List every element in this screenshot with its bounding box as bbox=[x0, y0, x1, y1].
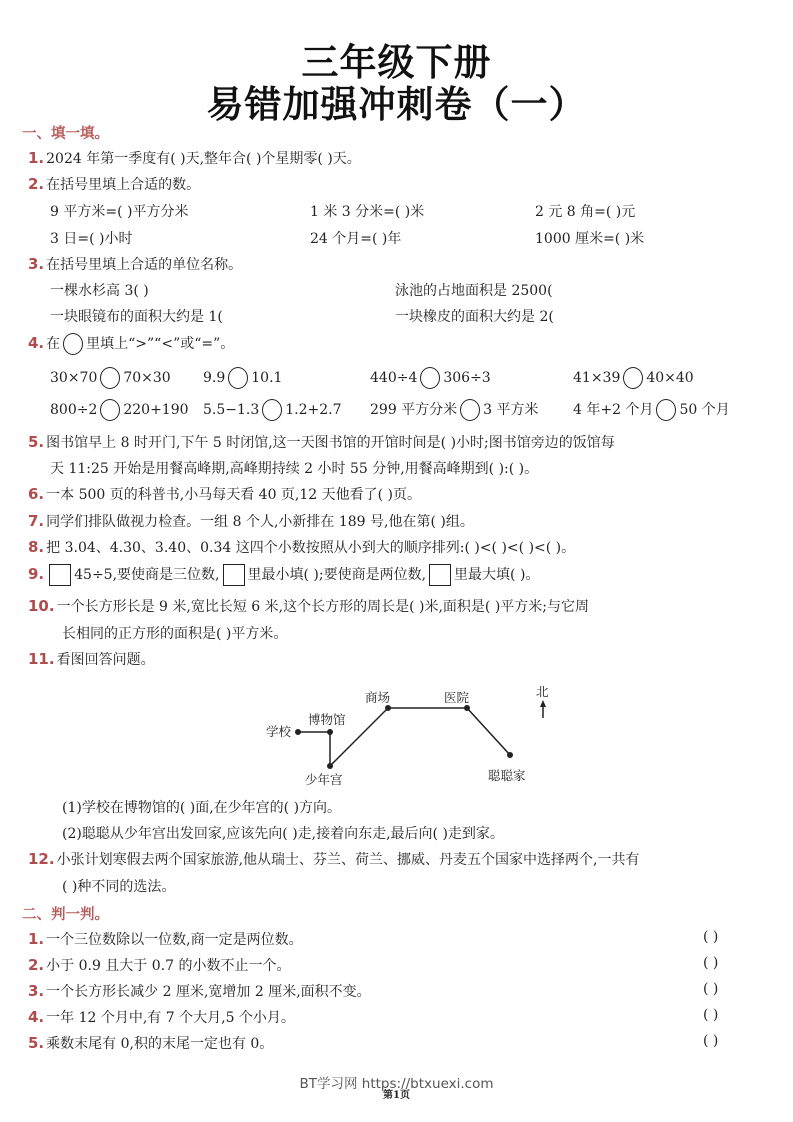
compare-right: 3 平方米 bbox=[483, 402, 539, 418]
answer-blank[interactable]: ( ) bbox=[703, 1033, 719, 1049]
question-2 bbox=[28, 174, 200, 194]
question-11-sub2: (2)聪聪从少年宫出发回家,应该先向( )走,接着向东走,最后向( )走到家。 bbox=[62, 826, 504, 842]
compare-right: 50 个月 bbox=[679, 402, 730, 418]
question-number: 4. bbox=[28, 1008, 45, 1026]
question-text: 45÷5,要使商是三位数, bbox=[74, 567, 220, 583]
question-number: 10. bbox=[28, 597, 55, 615]
question-number: 1. bbox=[28, 930, 45, 948]
compare-item bbox=[50, 399, 189, 421]
q2-item: 3 日=( )小时 bbox=[50, 231, 133, 247]
page-title-line1: 三年级下册 bbox=[301, 41, 492, 84]
section-header-fill: 一、填一填。 bbox=[22, 126, 109, 142]
compare-right: 1.2+2.7 bbox=[285, 402, 342, 418]
compare-item bbox=[370, 399, 539, 421]
question-text: 一年 12 个月中,有 7 个大月,5 个小月。 bbox=[46, 1010, 295, 1026]
q3-item: 一块眼镜布的面积大约是 1( bbox=[50, 309, 223, 325]
judge-item bbox=[28, 929, 303, 949]
compare-item bbox=[573, 367, 694, 389]
answer-blank[interactable]: ( ) bbox=[703, 1007, 719, 1023]
compare-circle[interactable] bbox=[420, 367, 440, 389]
question-4 bbox=[28, 333, 234, 355]
q3-item: 一棵水杉高 3( ) bbox=[50, 283, 149, 299]
question-number: 6. bbox=[28, 485, 45, 503]
compare-left: 41×39 bbox=[573, 370, 621, 386]
compare-item bbox=[370, 367, 491, 389]
compare-right: 10.1 bbox=[251, 370, 283, 386]
question-6 bbox=[28, 484, 421, 504]
compare-circle[interactable] bbox=[100, 367, 120, 389]
compare-left: 5.5−1.3 bbox=[203, 402, 260, 418]
question-11-sub1: (1)学校在博物馆的( )面,在少年宫的( )方向。 bbox=[62, 800, 342, 816]
question-8 bbox=[28, 537, 575, 557]
question-number: 9. bbox=[28, 565, 45, 583]
square-blank[interactable] bbox=[429, 564, 451, 586]
question-text: 看图回答问题。 bbox=[56, 652, 155, 668]
question-number: 12. bbox=[28, 850, 55, 868]
compare-item bbox=[203, 367, 282, 389]
question-number: 7. bbox=[28, 512, 45, 530]
question-text: 在括号里填上合适的数。 bbox=[46, 177, 201, 193]
compare-item bbox=[573, 399, 730, 421]
watermark: BT学习网 https://btxuexi.com bbox=[299, 1076, 494, 1092]
route-map-diagram bbox=[240, 680, 590, 790]
compare-left: 9.9 bbox=[203, 370, 226, 386]
compare-right: 220+190 bbox=[123, 402, 189, 418]
question-10 bbox=[28, 596, 589, 616]
compare-circle[interactable] bbox=[623, 367, 643, 389]
judge-item bbox=[28, 955, 290, 975]
question-text: 图书馆早上 8 时开门,下午 5 时闭馆,这一天图书馆的开馆时间是( )小时;图书馆旁边的饭馆每 bbox=[46, 435, 615, 451]
map-label-home: 聪聪家 bbox=[488, 768, 526, 783]
question-10-line2: 长相同的正方形的面积是( )平方米。 bbox=[62, 626, 288, 642]
question-text-before: 在 bbox=[46, 336, 61, 352]
map-label-youth-palace: 少年宫 bbox=[305, 772, 343, 787]
north-arrow-icon bbox=[540, 700, 546, 718]
section-header-judge: 二、判一判。 bbox=[22, 907, 109, 923]
compare-circle[interactable] bbox=[100, 399, 120, 421]
question-text: 小张计划寒假去两个国家旅游,他从瑞士、芬兰、荷兰、挪威、丹麦五个国家中选择两个,一共有 bbox=[56, 852, 640, 868]
question-number: 3. bbox=[28, 255, 45, 273]
question-text: 把 3.04、4.30、3.40、0.34 这四个小数按照从小到大的顺序排列:( )<( )<( )<( )。 bbox=[46, 540, 576, 556]
square-blank[interactable] bbox=[49, 564, 71, 586]
map-label-hospital: 医院 bbox=[444, 690, 470, 705]
compare-left: 30×70 bbox=[50, 370, 98, 386]
question-number: 4. bbox=[28, 334, 45, 352]
compare-left: 440÷4 bbox=[370, 370, 418, 386]
compare-circle[interactable] bbox=[228, 367, 248, 389]
compare-left: 800÷2 bbox=[50, 402, 98, 418]
compare-left: 4 年+2 个月 bbox=[573, 402, 654, 418]
question-text: 小于 0.9 且大于 0.7 的小数不止一个。 bbox=[46, 958, 291, 974]
question-number: 8. bbox=[28, 538, 45, 556]
q2-item: 1 米 3 分米=( )米 bbox=[310, 204, 425, 220]
question-text: 一个长方形长是 9 米,宽比长短 6 米,这个长方形的周长是( )米,面积是( )平方米;与它周 bbox=[56, 599, 590, 615]
question-text: 里最大填( )。 bbox=[454, 567, 540, 583]
question-number: 3. bbox=[28, 982, 45, 1000]
question-5-line2: 天 11:25 开始是用餐高峰期,高峰期持续 2 小时 55 分钟,用餐高峰期到( ):( )。 bbox=[50, 461, 539, 477]
question-text: 同学们排队做视力检查。一组 8 个人,小新排在 189 号,他在第( )组。 bbox=[46, 514, 474, 530]
compare-item bbox=[50, 367, 171, 389]
square-blank[interactable] bbox=[223, 564, 245, 586]
judge-item bbox=[28, 1007, 295, 1027]
question-number: 5. bbox=[28, 1034, 45, 1052]
answer-blank[interactable]: ( ) bbox=[703, 981, 719, 997]
question-1 bbox=[28, 148, 361, 168]
q2-item: 2 元 8 角=( )元 bbox=[535, 204, 636, 220]
question-text: 一本 500 页的科普书,小马每天看 40 页,12 天他看了( )页。 bbox=[46, 487, 422, 503]
page-number: 第1页 bbox=[383, 1090, 410, 1101]
question-5 bbox=[28, 432, 615, 452]
compare-circle[interactable] bbox=[460, 399, 480, 421]
question-12-line2: ( )种不同的选法。 bbox=[62, 879, 176, 895]
compare-item bbox=[203, 399, 342, 421]
compare-right: 306÷3 bbox=[443, 370, 491, 386]
question-number: 2. bbox=[28, 175, 45, 193]
compare-left: 299 平方分米 bbox=[370, 402, 458, 418]
question-text: 一个长方形长减少 2 厘米,宽增加 2 厘米,面积不变。 bbox=[46, 984, 371, 1000]
compare-circle[interactable] bbox=[262, 399, 282, 421]
question-number: 11. bbox=[28, 650, 55, 668]
question-3 bbox=[28, 254, 242, 274]
circle-blank-icon bbox=[63, 333, 83, 355]
question-text-after: 里填上“>”“<”或“=”。 bbox=[86, 336, 235, 352]
q2-item: 24 个月=( )年 bbox=[310, 231, 402, 247]
map-label-mall: 商场 bbox=[365, 690, 391, 705]
answer-blank[interactable]: ( ) bbox=[703, 929, 719, 945]
q3-item: 一块橡皮的面积大约是 2( bbox=[395, 309, 554, 325]
question-7 bbox=[28, 511, 474, 531]
answer-blank[interactable]: ( ) bbox=[703, 955, 719, 971]
question-number: 5. bbox=[28, 433, 45, 451]
map-label-north: 北 bbox=[536, 684, 549, 699]
question-text: 乘数末尾有 0,积的末尾一定也有 0。 bbox=[46, 1036, 274, 1052]
question-text: 里最小填( );要使商是两位数, bbox=[247, 567, 427, 583]
q2-item: 1000 厘米=( )米 bbox=[535, 231, 645, 247]
q2-item: 9 平方米=( )平方分米 bbox=[50, 204, 189, 220]
map-label-school: 学校 bbox=[266, 724, 292, 739]
map-label-museum: 博物馆 bbox=[308, 712, 346, 727]
question-text: 在括号里填上合适的单位名称。 bbox=[46, 257, 243, 273]
page-title-line2: 易错加强冲刺卷（一） bbox=[206, 83, 587, 126]
question-number: 2. bbox=[28, 956, 45, 974]
judge-item bbox=[28, 981, 371, 1001]
question-text: 2024 年第一季度有( )天,整年合( )个星期零( )天。 bbox=[46, 151, 361, 167]
q3-item: 泳池的占地面积是 2500( bbox=[395, 283, 553, 299]
question-number: 1. bbox=[28, 149, 45, 167]
question-text: 一个三位数除以一位数,商一定是两位数。 bbox=[46, 932, 303, 948]
compare-right: 40×40 bbox=[646, 370, 694, 386]
judge-item bbox=[28, 1033, 273, 1053]
compare-circle[interactable] bbox=[656, 399, 676, 421]
question-12 bbox=[28, 849, 639, 869]
question-11 bbox=[28, 649, 155, 669]
compare-right: 70×30 bbox=[123, 370, 171, 386]
question-9 bbox=[28, 564, 539, 586]
